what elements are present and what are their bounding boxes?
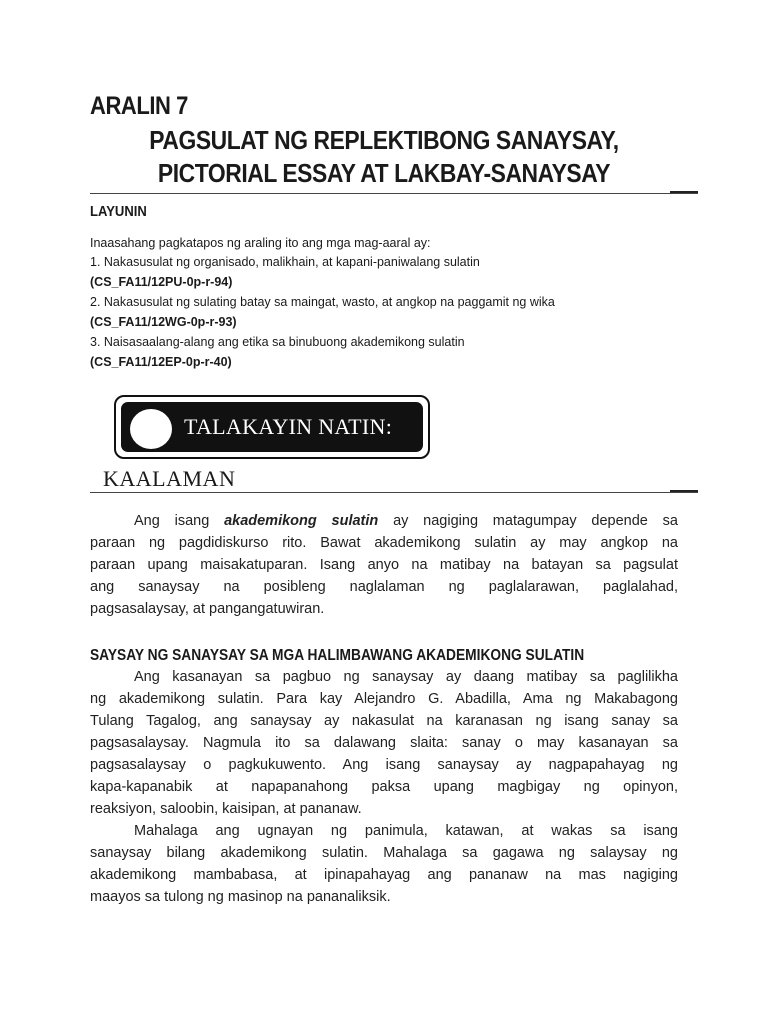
discussion-banner-label: TALAKAYIN NATIN:	[184, 414, 393, 439]
section-paragraph-1	[90, 666, 678, 820]
paragraph-line: pagsasalaysay o pagkukuwento. Ang isang sanaysay ay nagpapahayag ng	[90, 757, 678, 773]
lesson-title-line-2: PICTORIAL ESSAY AT LAKBAY-SANAYSAY	[157, 158, 611, 188]
paragraph-line: Ang kasanayan sa pagbuo ng sanaysay ay daang matibay sa paglilikha	[134, 669, 678, 685]
knowledge-divider	[90, 492, 698, 493]
objective-item-2-text: 2. Nakasusulat ng sulating batay sa maingat, wasto, at angkop na paggamit ng wika	[90, 295, 555, 309]
lesson-title-line-1: PAGSULAT NG REPLEKTIBONG SANAYSAY,	[149, 125, 619, 155]
paragraph-line: Ang isang akademikong sulatin ay nagiging matagumpay depende sa	[134, 513, 678, 529]
paragraph-line: kapa-kapanabik at napapanahong paksa upang magbigay ng opinyon,	[90, 779, 678, 795]
emphasized-term: akademikong sulatin	[224, 513, 379, 529]
knowledge-heading: KAALAMAN	[103, 466, 236, 491]
section-heading: SAYSAY NG SANAYSAY SA MGA HALIMBAWANG AKADEMIKONG SULATIN	[90, 647, 585, 664]
objective-item-1-code: (CS_FA11/12PU-0p-r-94)	[90, 275, 233, 289]
header-divider	[90, 193, 698, 194]
objectives-intro: Inaasahang pagkatapos ng araling ito ang mga mag-aaral ay:	[90, 236, 431, 250]
paragraph-line: akademikong mambabasa, at ipinapahayag ang pananaw na mas nagiging	[90, 867, 678, 883]
paragraph-line: maayos sa tulong ng masinop na pananaliksik.	[90, 889, 391, 905]
lesson-label: ARALIN 7	[90, 92, 188, 120]
paragraph-line: sanaysay bilang akademikong sulatin. Mahalaga sa gagawa ng salaysay ng	[90, 845, 678, 861]
circle-icon	[130, 409, 172, 449]
objective-item-3-text: 3. Naisasaalang-alang ang etika sa binubuong akademikong sulatin	[90, 335, 465, 349]
knowledge-paragraph	[90, 510, 678, 620]
divider-accent	[670, 191, 698, 193]
paragraph-line: ang sanaysay na posibleng naglalaman ng paglalarawan, paglalahad,	[90, 579, 678, 595]
paragraph-line: paraan upang maisakatuparan. Isang anyo na matibay na batayan sa pagsulat	[90, 557, 678, 573]
paragraph-line: reaksiyon, saloobin, kaisipan, at pananaw.	[90, 801, 362, 817]
paragraph-line: Mahalaga ang ugnayan ng panimula, katawan, at wakas sa isang	[134, 823, 678, 839]
discussion-banner-fill	[121, 402, 423, 452]
paragraph-line: pagsasalaysay, at pangangatuwiran.	[90, 601, 325, 617]
section-paragraph-2	[90, 820, 678, 908]
paragraph-line: ng akademikong sulatin. Para kay Alejandro G. Abadilla, Ama ng Makabagong	[90, 691, 678, 707]
objective-item-3-code: (CS_FA11/12EP-0p-r-40)	[90, 355, 232, 369]
objective-item-2-code: (CS_FA11/12WG-0p-r-93)	[90, 315, 237, 329]
divider-accent	[670, 490, 698, 492]
objectives-heading: LAYUNIN	[90, 204, 147, 220]
paragraph-line: Tulang Tagalog, ang sanaysay ay nakasulat na karanasan ng isang sanay sa	[90, 713, 678, 729]
discussion-banner	[114, 395, 430, 459]
paragraph-line: pagsasalaysay. Nagmula ito sa dalawang slaita: sanay o may kasanayan sa	[90, 735, 678, 751]
objective-item-1-text: 1. Nakasusulat ng organisado, malikhain, at kapani-paniwalang sulatin	[90, 255, 480, 269]
paragraph-line: paraan ng pagdidiskurso rito. Bawat akademikong sulatin ay may angkop na	[90, 535, 678, 551]
